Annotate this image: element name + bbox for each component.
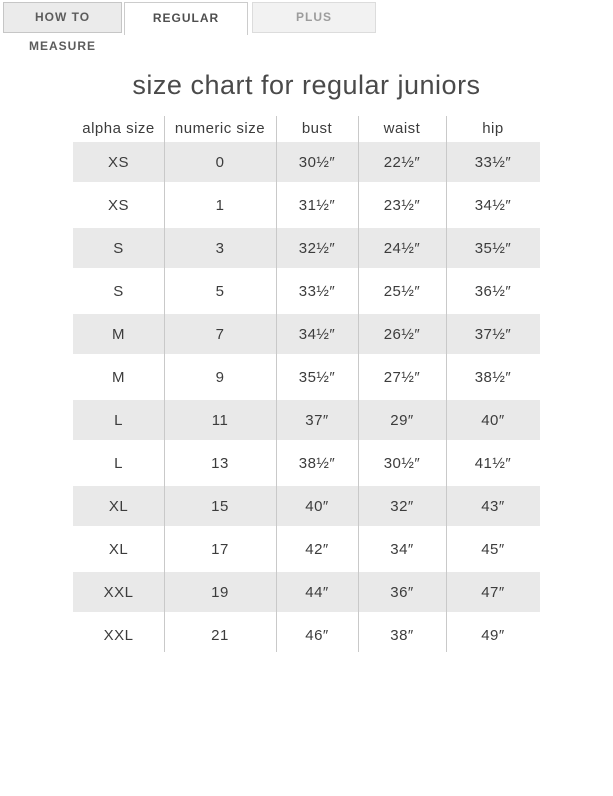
table-cell: XL xyxy=(108,540,129,558)
table-cell: 17 xyxy=(211,540,229,558)
table-cell: 35½″ xyxy=(298,368,336,386)
table-cell: 49″ xyxy=(481,626,505,644)
table-cell: 26½″ xyxy=(383,325,421,343)
table-cell: 43″ xyxy=(481,497,505,515)
table-cell: XS xyxy=(108,153,130,171)
table-cell: 45″ xyxy=(481,540,505,558)
column-header-waist: waist xyxy=(383,119,421,137)
table-cell: 5 xyxy=(215,282,225,300)
table-row xyxy=(73,443,540,483)
table-cell: S xyxy=(113,239,124,257)
table-row xyxy=(73,228,540,268)
column-divider xyxy=(164,116,165,652)
table-row xyxy=(73,486,540,526)
table-cell: M xyxy=(112,325,125,343)
table-cell: 22½″ xyxy=(383,153,421,171)
table-cell: 19 xyxy=(211,583,229,601)
table-cell: L xyxy=(114,411,123,429)
table-row xyxy=(73,185,540,225)
table-cell: 0 xyxy=(215,153,225,171)
table-cell: 31½″ xyxy=(298,196,336,214)
table-cell: 23½″ xyxy=(383,196,421,214)
table-cell: 32½″ xyxy=(298,239,336,257)
table-cell: 9 xyxy=(215,368,225,386)
table-cell: S xyxy=(113,282,124,300)
table-cell: 38½″ xyxy=(298,454,336,472)
table-cell: 34″ xyxy=(390,540,414,558)
table-row xyxy=(73,572,540,612)
table-cell: M xyxy=(112,368,125,386)
table-row xyxy=(73,529,540,569)
table-cell: 33½″ xyxy=(298,282,336,300)
table-cell: 3 xyxy=(215,239,225,257)
table-cell: 36″ xyxy=(390,583,414,601)
table-cell: 37″ xyxy=(305,411,329,429)
table-cell: 30½″ xyxy=(383,454,421,472)
tab-plus[interactable]: PLUS xyxy=(252,2,376,33)
table-cell: 36½″ xyxy=(474,282,512,300)
tab-how-to-measure[interactable]: HOW TO MEASURE xyxy=(3,2,122,33)
table-cell: 44″ xyxy=(305,583,329,601)
tab-bar xyxy=(0,0,613,53)
table-cell: 33½″ xyxy=(474,153,512,171)
table-row xyxy=(73,142,540,182)
page-title: size chart for regular juniors xyxy=(132,70,481,100)
column-header-numeric-size: numeric size xyxy=(174,119,266,137)
table-cell: XL xyxy=(108,497,129,515)
table-cell: 47″ xyxy=(481,583,505,601)
table-cell: 34½″ xyxy=(298,325,336,343)
table-cell: 27½″ xyxy=(383,368,421,386)
table-row xyxy=(73,314,540,354)
table-cell: 41½″ xyxy=(474,454,512,472)
table-cell: 24½″ xyxy=(383,239,421,257)
column-divider xyxy=(276,116,277,652)
table-cell: 30½″ xyxy=(298,153,336,171)
column-header-hip: hip xyxy=(482,119,504,137)
table-cell: 46″ xyxy=(305,626,329,644)
table-cell: XXL xyxy=(103,583,134,601)
table-body xyxy=(73,142,540,655)
table-cell: 38½″ xyxy=(474,368,512,386)
table-cell: 34½″ xyxy=(474,196,512,214)
table-cell: XS xyxy=(108,196,130,214)
table-cell: 21 xyxy=(211,626,229,644)
tab-regular[interactable]: REGULAR xyxy=(124,2,248,35)
size-chart-table xyxy=(73,114,540,655)
table-cell: 37½″ xyxy=(474,325,512,343)
column-divider xyxy=(446,116,447,652)
table-cell: 7 xyxy=(215,325,225,343)
table-cell: 1 xyxy=(215,196,225,214)
table-cell: 42″ xyxy=(305,540,329,558)
table-row xyxy=(73,400,540,440)
table-row xyxy=(73,615,540,655)
table-cell: 15 xyxy=(211,497,229,515)
table-cell: 29″ xyxy=(390,411,414,429)
table-cell: 40″ xyxy=(481,411,505,429)
table-cell: XXL xyxy=(103,626,134,644)
table-cell: 35½″ xyxy=(474,239,512,257)
column-divider xyxy=(358,116,359,652)
table-cell: L xyxy=(114,454,123,472)
table-cell: 32″ xyxy=(390,497,414,515)
table-cell: 25½″ xyxy=(383,282,421,300)
column-header-bust: bust xyxy=(301,119,333,137)
table-row xyxy=(73,357,540,397)
column-header-alpha-size: alpha size xyxy=(82,119,155,137)
table-cell: 11 xyxy=(211,411,229,429)
table-row xyxy=(73,271,540,311)
table-header-row xyxy=(73,114,540,142)
table-cell: 40″ xyxy=(305,497,329,515)
table-cell: 13 xyxy=(211,454,229,472)
table-cell: 38″ xyxy=(390,626,414,644)
